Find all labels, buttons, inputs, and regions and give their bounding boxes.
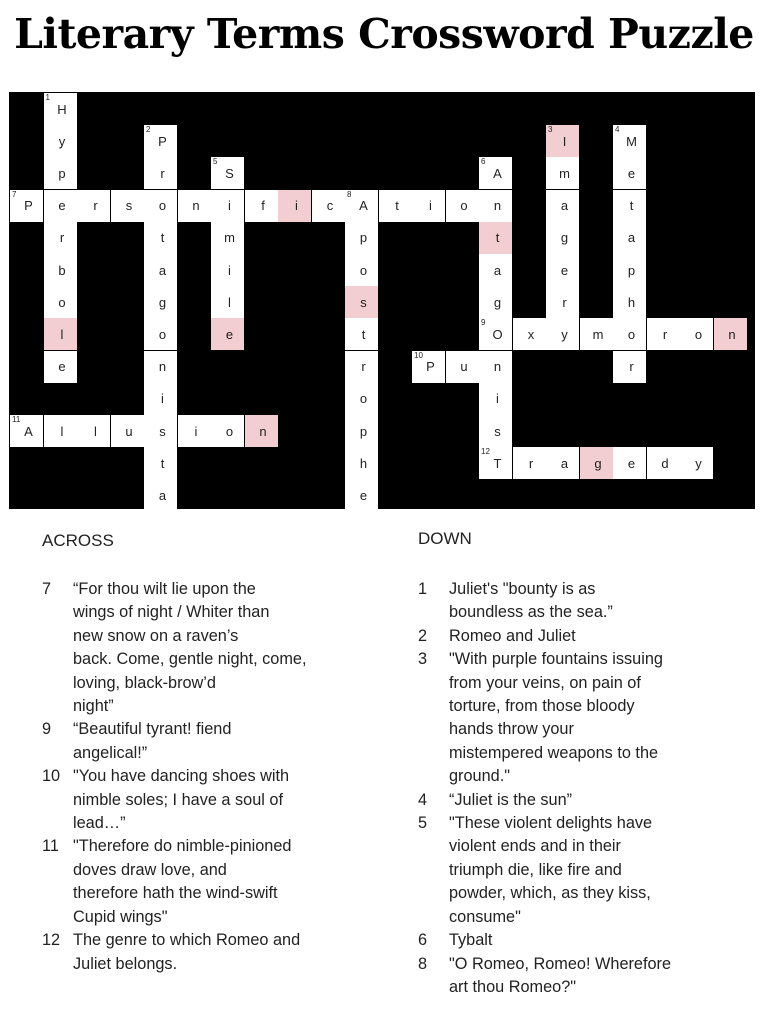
cell-letter: a (158, 262, 167, 278)
grid-cell[interactable] (513, 447, 546, 479)
grid-cell[interactable] (44, 125, 77, 157)
clue-text-line: lead…” (73, 814, 126, 833)
clue-item (418, 812, 718, 929)
clue-item-number: 5 (418, 814, 428, 833)
grid-cell[interactable] (680, 447, 713, 479)
grid-cell[interactable] (513, 318, 546, 350)
grid-cell[interactable] (345, 447, 378, 479)
grid-cell[interactable] (144, 286, 177, 318)
grid-cell[interactable] (211, 286, 244, 318)
grid-cell[interactable] (111, 415, 144, 447)
clue-text-line: violent ends and in their (449, 837, 621, 856)
grid-cell[interactable] (613, 125, 646, 157)
cell-letter: b (58, 262, 66, 278)
cell-letter: e (627, 455, 636, 471)
cell-letter: n (158, 359, 167, 375)
grid-cell[interactable] (345, 479, 378, 511)
cell-letter: O (492, 326, 503, 342)
cell-letter: p (58, 165, 66, 181)
cell-letter: u (460, 359, 468, 375)
grid-cell[interactable] (211, 190, 244, 222)
cell-letter: n (259, 423, 267, 439)
cell-letter: y (58, 133, 66, 149)
cell-letter: p (359, 423, 368, 439)
clue-text-line: Tybalt (449, 931, 493, 950)
grid-cell[interactable] (479, 157, 512, 189)
cell-letter: t (495, 230, 500, 246)
clue-text-line: consume" (449, 907, 521, 926)
cell-letter: o (460, 198, 468, 214)
cell-letter: i (295, 198, 298, 214)
grid-cell[interactable] (44, 318, 77, 350)
grid-cell[interactable] (178, 190, 211, 222)
cell-letter: u (125, 423, 133, 439)
cell-letter: s (159, 423, 166, 439)
cell-letter: g (158, 294, 167, 310)
cell-letter: r (59, 230, 65, 246)
grid-cell[interactable] (245, 190, 278, 222)
clue-item-number: 1 (418, 580, 428, 598)
clue-text-line: "With purple fountains issuing (449, 650, 663, 669)
clue-item (42, 765, 342, 835)
grid-cell[interactable] (446, 190, 479, 222)
cell-letter: A (24, 423, 33, 439)
cell-letter: i (496, 391, 499, 407)
clue-number: 4 (615, 125, 620, 135)
clue-item-number: 11 (42, 837, 59, 856)
clue-text-line: “For thou wilt lie upon the (73, 580, 256, 598)
cell-letter: n (728, 326, 736, 342)
clue-item-number: 12 (42, 931, 61, 950)
grid-cell[interactable] (10, 190, 43, 222)
cell-letter: n (493, 359, 502, 375)
clue-item-number: 9 (42, 720, 52, 739)
grid-cell[interactable] (178, 415, 211, 447)
grid-cell[interactable] (211, 254, 244, 286)
cell-letter: f (261, 198, 265, 214)
grid-cell[interactable] (479, 383, 512, 415)
cell-letter: l (60, 326, 64, 342)
clue-item (418, 648, 718, 788)
grid-cell[interactable] (77, 415, 110, 447)
clue-text-line: loving, black-brow’d (73, 673, 216, 692)
cell-letter: o (58, 294, 66, 310)
cell-letter: e (58, 359, 66, 375)
grid-cell[interactable] (278, 190, 311, 222)
clue-item-number: 8 (418, 954, 428, 973)
cell-letter: e (359, 487, 368, 503)
clue-item (418, 578, 718, 625)
crossword-grid (9, 92, 755, 509)
clue-text-line: "You have dancing shoes with (73, 767, 290, 786)
clue-item (418, 789, 718, 812)
clue-text-line: hands throw your (449, 720, 574, 739)
grid-cell[interactable] (479, 447, 512, 479)
grid-cell[interactable] (345, 415, 378, 447)
grid-cell[interactable] (613, 222, 646, 254)
cell-letter: l (228, 294, 231, 310)
grid-cell[interactable] (144, 351, 177, 383)
cell-letter: a (627, 230, 636, 246)
grid-cell[interactable] (345, 286, 378, 318)
clue-item (42, 929, 342, 976)
cell-letter: l (94, 423, 97, 439)
grid-cell[interactable] (312, 190, 345, 222)
cell-letter: y (561, 326, 568, 342)
grid-cell[interactable] (345, 318, 378, 350)
clue-item (418, 625, 718, 648)
grid-cell[interactable] (144, 447, 177, 479)
grid-cell[interactable] (10, 415, 43, 447)
across-clue-list (42, 578, 342, 976)
grid-cell[interactable] (345, 254, 378, 286)
grid-cell[interactable] (379, 190, 412, 222)
cell-letter: r (629, 359, 634, 375)
cell-letter: H (57, 101, 67, 117)
clue-number: 7 (12, 189, 17, 199)
clue-number: 2 (146, 125, 151, 135)
clue-text-line: nimble soles; I have a soul of (73, 790, 283, 809)
across-heading: ACROSS (42, 531, 114, 550)
grid-cell[interactable] (546, 125, 579, 157)
clue-text-line: wings of night / Whiter than (73, 603, 270, 622)
grid-cell[interactable] (613, 157, 646, 189)
clue-text-line: night” (73, 697, 114, 716)
cell-letter: g (493, 294, 502, 310)
cell-letter: a (158, 487, 167, 503)
cell-letter: i (161, 391, 164, 407)
cell-letter: p (627, 262, 636, 278)
clue-number: 9 (481, 318, 486, 328)
cell-letter: r (93, 198, 98, 214)
cell-letter: o (359, 391, 368, 407)
cell-letter: A (493, 165, 502, 181)
cell-letter: o (359, 262, 368, 278)
cell-letter: o (225, 423, 234, 439)
clue-text-line: "These violent delights have (449, 814, 653, 833)
cell-letter: y (695, 455, 702, 471)
grid-cell[interactable] (345, 383, 378, 415)
grid-cell[interactable] (44, 254, 77, 286)
grid-cell[interactable] (345, 351, 378, 383)
cell-letter: A (359, 198, 368, 214)
grid-cell[interactable] (144, 190, 177, 222)
clue-text-line: mistempered weapons to the (449, 743, 659, 762)
grid-cell[interactable] (412, 351, 445, 383)
clue-text-line: from your veins, on pain of (449, 673, 641, 692)
cell-letter: i (228, 262, 231, 278)
grid-cell[interactable] (479, 190, 512, 222)
clue-item (418, 953, 718, 1000)
cell-letter: r (662, 326, 668, 342)
cell-letter: n (192, 198, 200, 214)
grid-cell[interactable] (412, 190, 445, 222)
cell-letter: P (24, 198, 33, 214)
grid-cell[interactable] (479, 351, 512, 383)
grid-cell[interactable] (546, 254, 579, 286)
grid-cell[interactable] (546, 222, 579, 254)
cell-letter: h (627, 294, 636, 310)
grid-cell[interactable] (580, 318, 613, 350)
grid-cell[interactable] (546, 190, 579, 222)
grid-cell[interactable] (479, 222, 512, 254)
clue-text-line: Romeo and Juliet (449, 626, 576, 645)
cell-letter: T (493, 455, 502, 471)
grid-cell[interactable] (144, 383, 177, 415)
grid-cell[interactable] (546, 447, 579, 479)
cell-letter: g (560, 230, 569, 246)
clue-text-line: Cupid wings" (73, 907, 168, 926)
grid-cell[interactable] (714, 318, 747, 350)
clue-text-line: new snow on a raven’s (73, 626, 239, 645)
clue-number: 8 (347, 189, 352, 199)
clue-text-line: powder, which, as they kiss, (449, 884, 651, 903)
clue-item (42, 718, 342, 765)
clue-text-line: Juliet belongs. (73, 954, 178, 973)
grid-cell[interactable] (546, 318, 579, 350)
grid-cell[interactable] (613, 447, 646, 479)
cell-letter: i (194, 423, 198, 439)
clue-text-line: angelical!” (73, 743, 148, 762)
grid-cell[interactable] (44, 157, 77, 189)
clue-text-line: ground." (449, 767, 510, 786)
clue-item (418, 929, 718, 952)
cell-letter: o (158, 326, 167, 342)
clue-text-line: boundless as the sea.” (449, 603, 613, 622)
grid-cell[interactable] (245, 415, 278, 447)
clue-text-line: art thou Romeo?" (449, 977, 577, 996)
grid-cell[interactable] (144, 415, 177, 447)
grid-cell[interactable] (546, 157, 579, 189)
cell-letter: t (395, 198, 399, 214)
cell-letter: a (560, 198, 569, 214)
grid-cell[interactable] (77, 190, 110, 222)
clue-number: 12 (481, 447, 490, 457)
cell-letter: c (326, 198, 334, 214)
grid-cell[interactable] (446, 351, 479, 383)
clue-text-line: “Beautiful tyrant! fiend (73, 720, 232, 739)
grid-cell[interactable] (680, 318, 713, 350)
grid-cell[interactable] (111, 190, 144, 222)
clue-item-number: 4 (418, 790, 428, 809)
grid-cell[interactable] (345, 222, 378, 254)
cell-letter: s (125, 198, 133, 214)
cell-letter: e (627, 165, 636, 181)
cell-letter: p (359, 230, 368, 246)
cell-letter: I (562, 133, 567, 149)
grid-cell[interactable] (144, 254, 177, 286)
clue-number: 11 (12, 415, 21, 424)
cell-letter: r (160, 165, 165, 181)
grid-cell[interactable] (613, 190, 646, 222)
grid-cell[interactable] (211, 415, 244, 447)
cell-letter: r (361, 359, 366, 375)
cell-letter: i (429, 198, 432, 214)
grid-cell[interactable] (546, 286, 579, 318)
grid-cell[interactable] (211, 318, 244, 350)
clue-item-number: 6 (418, 931, 428, 950)
down-heading: DOWN (418, 529, 472, 548)
cell-letter: x (527, 326, 535, 342)
cell-letter: M (626, 133, 637, 149)
grid-cell[interactable] (144, 479, 177, 511)
clue-text-line: torture, from those bloody (449, 697, 635, 716)
grid-cell[interactable] (44, 351, 77, 383)
cell-letter: e (58, 198, 66, 214)
grid-cell[interactable] (647, 447, 680, 479)
clue-number: 3 (548, 125, 553, 135)
clue-text-line: therefore hath the wind-swift (73, 884, 278, 903)
grid-cell[interactable] (647, 318, 680, 350)
grid-cell[interactable] (613, 254, 646, 286)
grid-cell[interactable] (144, 318, 177, 350)
cell-letter: o (694, 326, 703, 342)
clue-text-line: “Juliet is the sun” (449, 790, 573, 809)
clue-text-line: "O Romeo, Romeo! Wherefore (449, 954, 672, 973)
clue-number: 10 (414, 350, 423, 360)
cell-letter: t (361, 326, 366, 342)
down-clue-list (418, 578, 718, 999)
grid-cell[interactable] (345, 190, 378, 222)
cell-letter: i (228, 198, 231, 214)
grid-cell[interactable] (44, 190, 77, 222)
grid-cell[interactable] (211, 157, 244, 189)
clue-item (42, 578, 342, 718)
clue-item-number: 7 (42, 580, 52, 598)
clue-text-line: "Therefore do nimble-pinioned (73, 837, 292, 856)
grid-cell[interactable] (144, 222, 177, 254)
cell-letter: e (225, 326, 234, 342)
grid-cell[interactable] (613, 286, 646, 318)
grid-cell[interactable] (479, 286, 512, 318)
cell-letter: S (225, 165, 234, 181)
cell-letter: m (224, 230, 235, 246)
cell-letter: l (60, 423, 64, 439)
cell-letter: a (560, 455, 569, 471)
clue-item-number: 2 (418, 626, 428, 645)
cell-letter: g (594, 455, 602, 471)
cell-letter: e (560, 262, 569, 278)
cell-letter: a (493, 262, 502, 278)
clue-number: 5 (213, 157, 218, 167)
grid-cell[interactable] (613, 351, 646, 383)
grid-cell[interactable] (613, 318, 646, 350)
grid-cell[interactable] (144, 157, 177, 189)
grid-cell[interactable] (479, 318, 512, 350)
clue-item (42, 835, 342, 929)
cell-letter: t (629, 198, 634, 214)
cell-letter: r (562, 294, 567, 310)
cell-letter: d (661, 455, 669, 471)
grid-cell[interactable] (44, 286, 77, 318)
clue-number: 1 (45, 93, 50, 102)
page-title: Literary Terms Crossword Puzzle (14, 10, 754, 58)
grid-cell[interactable] (44, 415, 77, 447)
clue-item-number: 3 (418, 650, 428, 669)
clue-text-line: triumph die, like fire and (449, 860, 622, 879)
cell-letter: r (528, 455, 534, 471)
grid-cell[interactable] (580, 447, 613, 479)
cell-letter: m (592, 326, 604, 342)
cell-letter: t (160, 230, 165, 246)
grid-cell[interactable] (479, 415, 512, 447)
cell-letter: s (494, 423, 501, 439)
clue-text-line: back. Come, gentle night, come, (73, 650, 307, 669)
grid-cell[interactable] (211, 222, 244, 254)
cell-letter: P (426, 359, 435, 375)
clue-number: 6 (481, 157, 486, 167)
cell-letter: h (359, 455, 368, 471)
grid-cell[interactable] (44, 222, 77, 254)
cell-letter: t (160, 455, 165, 471)
clue-item-number: 10 (42, 767, 61, 786)
cell-letter: o (158, 198, 167, 214)
cell-letter: s (360, 294, 367, 310)
cell-letter: n (493, 198, 502, 214)
cell-letter: o (627, 326, 636, 342)
clue-text-line: Juliet's "bounty is as (449, 580, 596, 598)
cell-letter: P (158, 133, 167, 149)
grid-cell[interactable] (144, 125, 177, 157)
clue-text-line: doves draw love, and (73, 860, 227, 879)
clue-text-line: The genre to which Romeo and (73, 931, 301, 950)
grid-cell[interactable] (44, 93, 77, 125)
grid-cell[interactable] (479, 254, 512, 286)
cell-letter: m (559, 165, 570, 181)
